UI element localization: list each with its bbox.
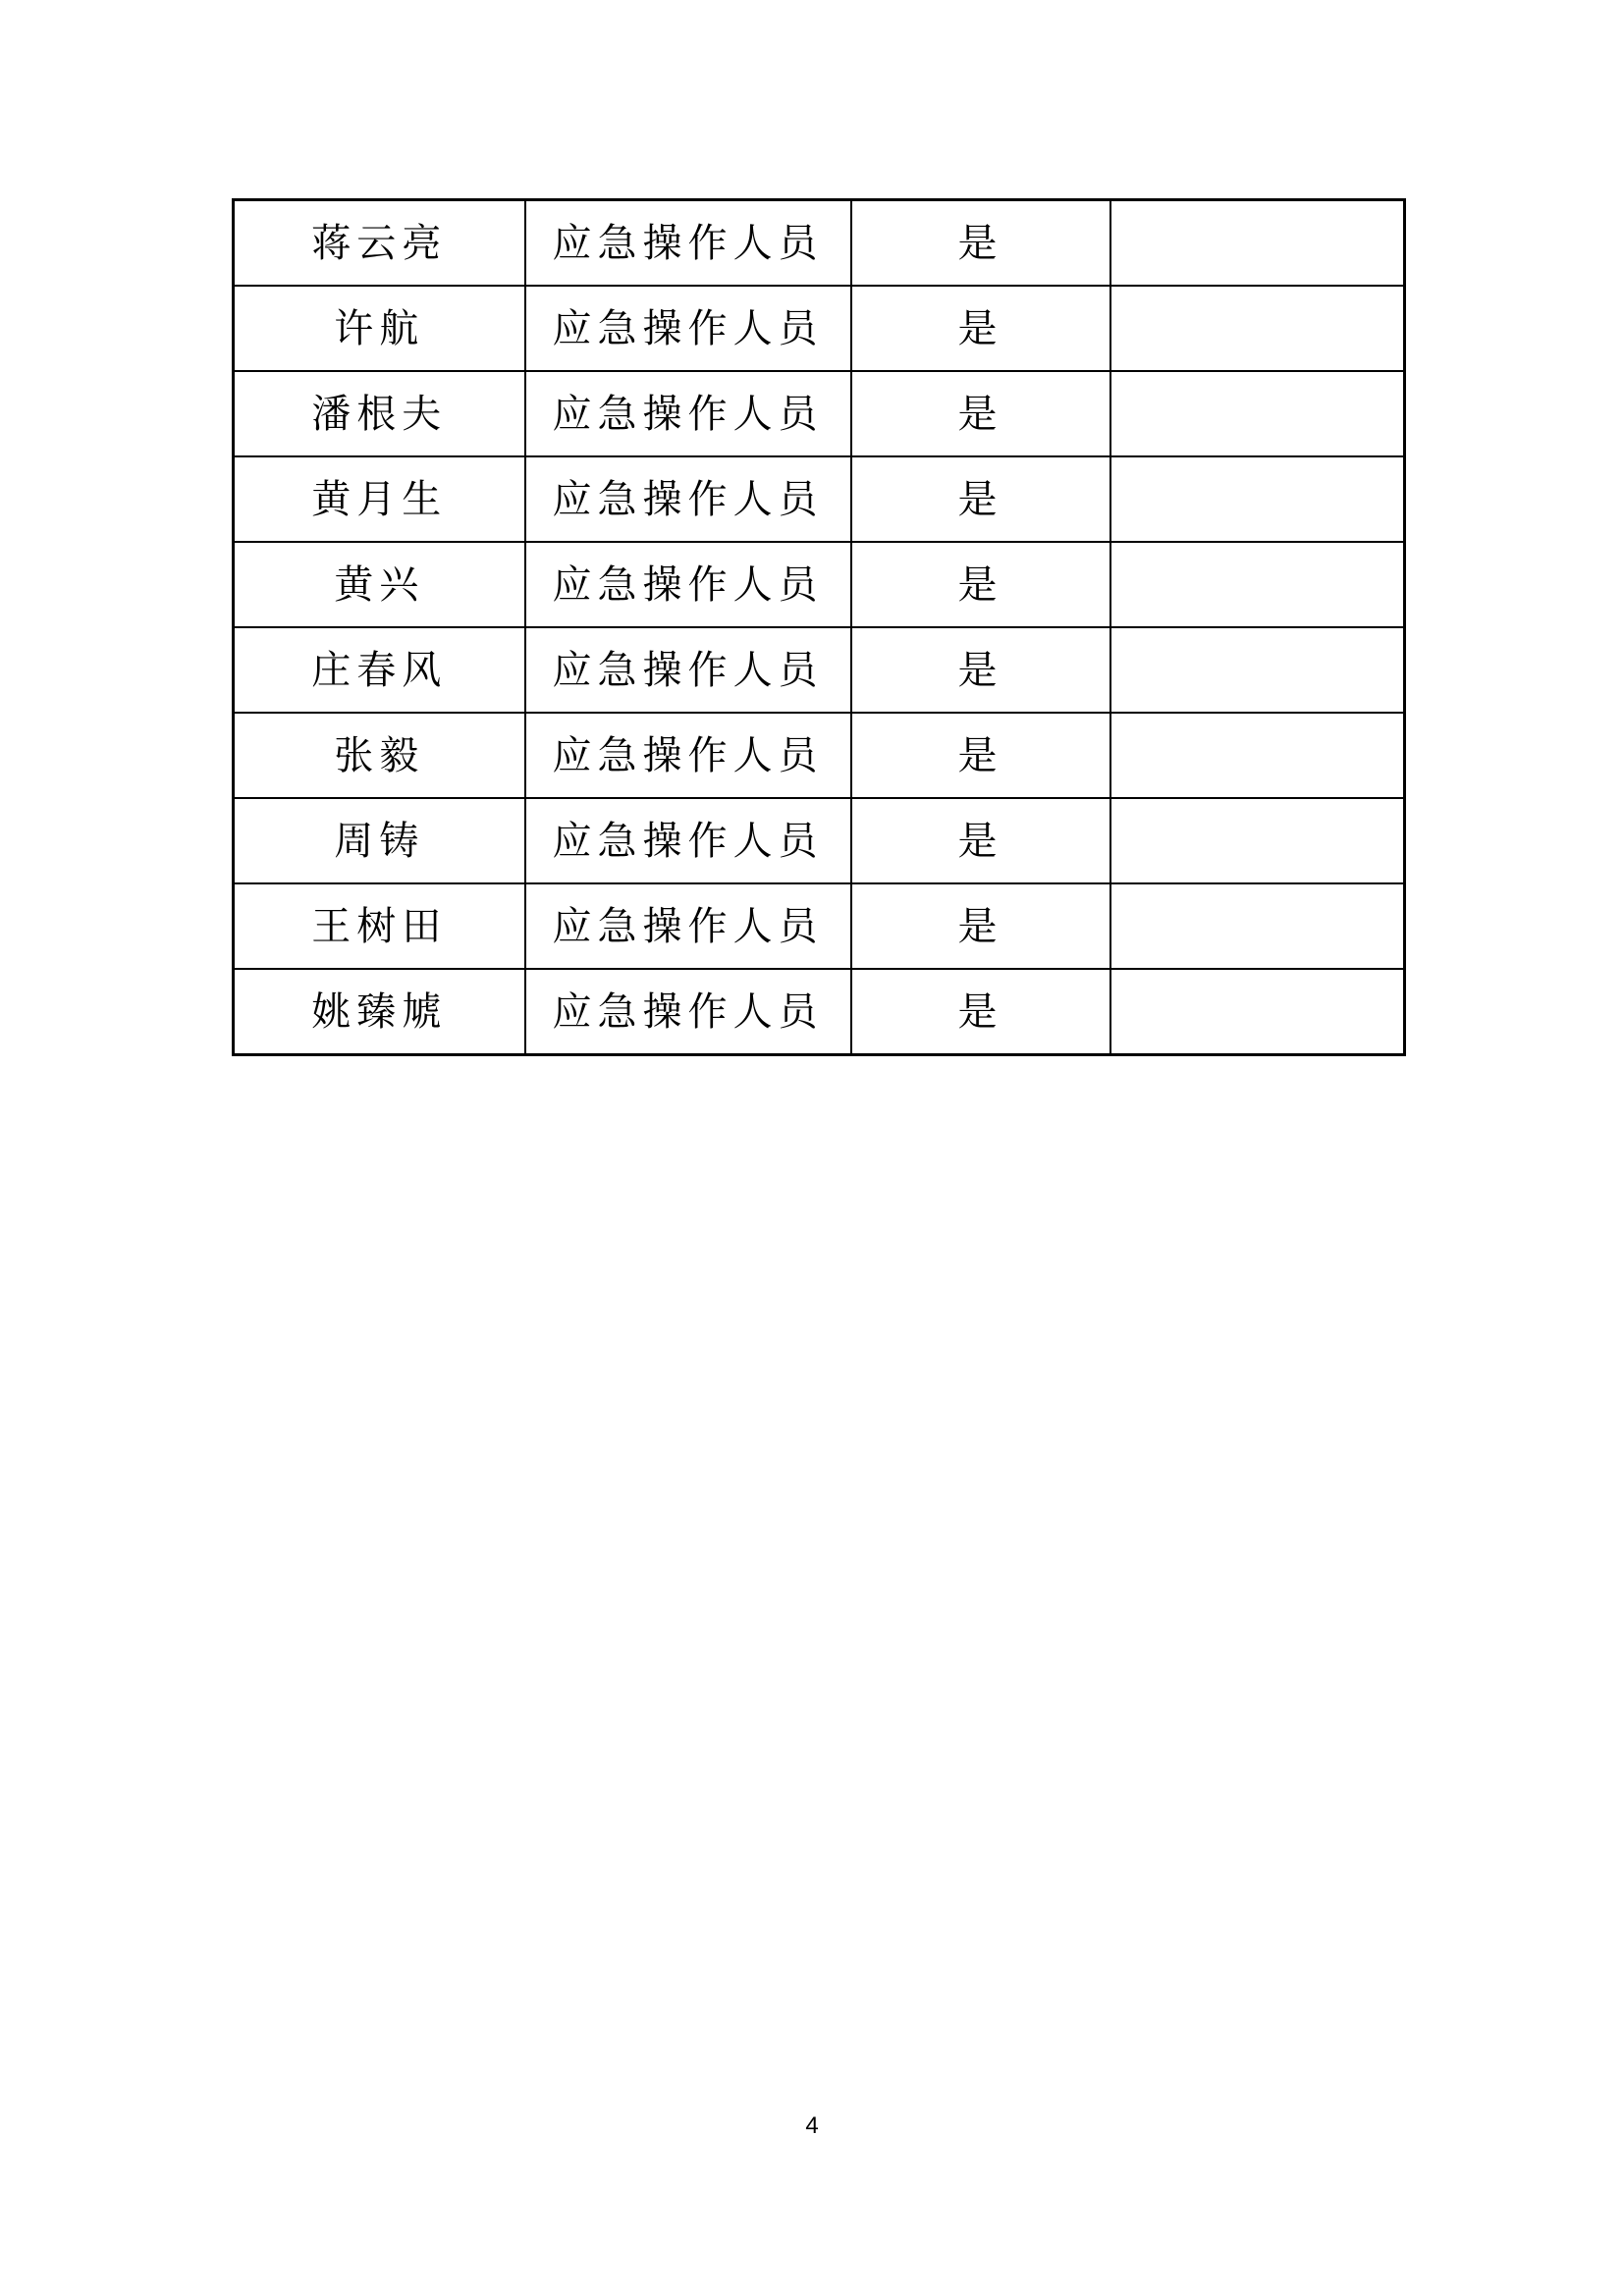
- note-cell: [1110, 286, 1405, 371]
- flag-cell: 是: [851, 969, 1110, 1055]
- name-cell: 蒋云亮: [234, 200, 525, 287]
- role-cell: 应急操作人员: [525, 200, 851, 287]
- flag-cell: 是: [851, 200, 1110, 287]
- name-cell: 潘根夫: [234, 371, 525, 456]
- note-cell: [1110, 371, 1405, 456]
- table-row: [234, 798, 1405, 883]
- flag-cell: 是: [851, 286, 1110, 371]
- role-cell: 应急操作人员: [525, 798, 851, 883]
- role-cell: 应急操作人员: [525, 456, 851, 542]
- table-row: [234, 286, 1405, 371]
- personnel-table: [232, 198, 1406, 1056]
- role-cell: 应急操作人员: [525, 627, 851, 713]
- note-cell: [1110, 969, 1405, 1055]
- name-cell: 姚臻虓: [234, 969, 525, 1055]
- table-row: [234, 371, 1405, 456]
- table-row: [234, 713, 1405, 798]
- role-cell: 应急操作人员: [525, 969, 851, 1055]
- flag-cell: 是: [851, 883, 1110, 969]
- name-cell: 庄春风: [234, 627, 525, 713]
- note-cell: [1110, 200, 1405, 287]
- table-row: [234, 883, 1405, 969]
- note-cell: [1110, 798, 1405, 883]
- name-cell: 周铸: [234, 798, 525, 883]
- note-cell: [1110, 713, 1405, 798]
- name-cell: 黄月生: [234, 456, 525, 542]
- note-cell: [1110, 627, 1405, 713]
- note-cell: [1110, 456, 1405, 542]
- table-row: [234, 200, 1405, 287]
- flag-cell: 是: [851, 371, 1110, 456]
- name-cell: 黄兴: [234, 542, 525, 627]
- name-cell: 张毅: [234, 713, 525, 798]
- flag-cell: 是: [851, 713, 1110, 798]
- note-cell: [1110, 542, 1405, 627]
- flag-cell: 是: [851, 456, 1110, 542]
- table-row: [234, 542, 1405, 627]
- note-cell: [1110, 883, 1405, 969]
- flag-cell: 是: [851, 798, 1110, 883]
- page-number: 4: [805, 2112, 819, 2139]
- name-cell: 许航: [234, 286, 525, 371]
- flag-cell: 是: [851, 627, 1110, 713]
- role-cell: 应急操作人员: [525, 286, 851, 371]
- table-row: [234, 969, 1405, 1055]
- table-row: [234, 627, 1405, 713]
- role-cell: 应急操作人员: [525, 371, 851, 456]
- name-cell: 王树田: [234, 883, 525, 969]
- role-cell: 应急操作人员: [525, 883, 851, 969]
- role-cell: 应急操作人员: [525, 713, 851, 798]
- flag-cell: 是: [851, 542, 1110, 627]
- table-row: [234, 456, 1405, 542]
- role-cell: 应急操作人员: [525, 542, 851, 627]
